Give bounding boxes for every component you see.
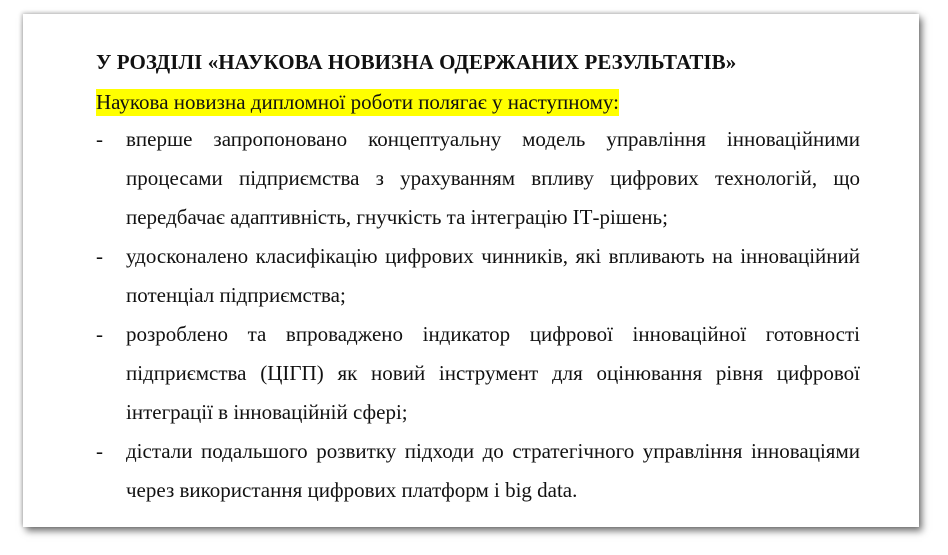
- highlighted-intro-text: Наукова новизна дипломної роботи полягає у наступному:: [96, 90, 619, 114]
- novelty-list-item: [96, 432, 860, 510]
- list-item-text: вперше запропоновано концептуальну модель управління інноваційними процесами підприємства з урахуванням впливу цифрових технологій, що передбачає адаптивність, гнучкість та інтеграцію ІТ-рішень;: [126, 127, 860, 229]
- section-heading: У РОЗДІЛІ «НАУКОВА НОВИЗНА ОДЕРЖАНИХ РЕЗУЛЬТАТІВ»: [96, 50, 737, 74]
- list-item-text: розроблено та впроваджено індикатор цифрової інноваційної готовності підприємства (ЦІГП) як новий інструмент для оцінювання рівня цифрової інтеграції в інноваційній сфері;: [126, 322, 860, 424]
- novelty-list-item: [96, 237, 860, 315]
- novelty-list-item: [96, 315, 860, 432]
- list-dash: -: [96, 322, 103, 346]
- intro-sentence: [96, 90, 619, 115]
- list-dash: -: [96, 244, 103, 268]
- document-page: [23, 14, 919, 527]
- list-dash: -: [96, 127, 103, 151]
- list-dash: -: [96, 439, 103, 463]
- novelty-list-item: [96, 120, 860, 237]
- list-item-text: дістали подальшого розвитку підходи до стратегічного управління інноваціями через використання цифрових платформ і big data.: [126, 439, 860, 502]
- list-item-text: удосконалено класифікацію цифрових чинників, які впливають на інноваційний потенціал підприємства;: [126, 244, 860, 307]
